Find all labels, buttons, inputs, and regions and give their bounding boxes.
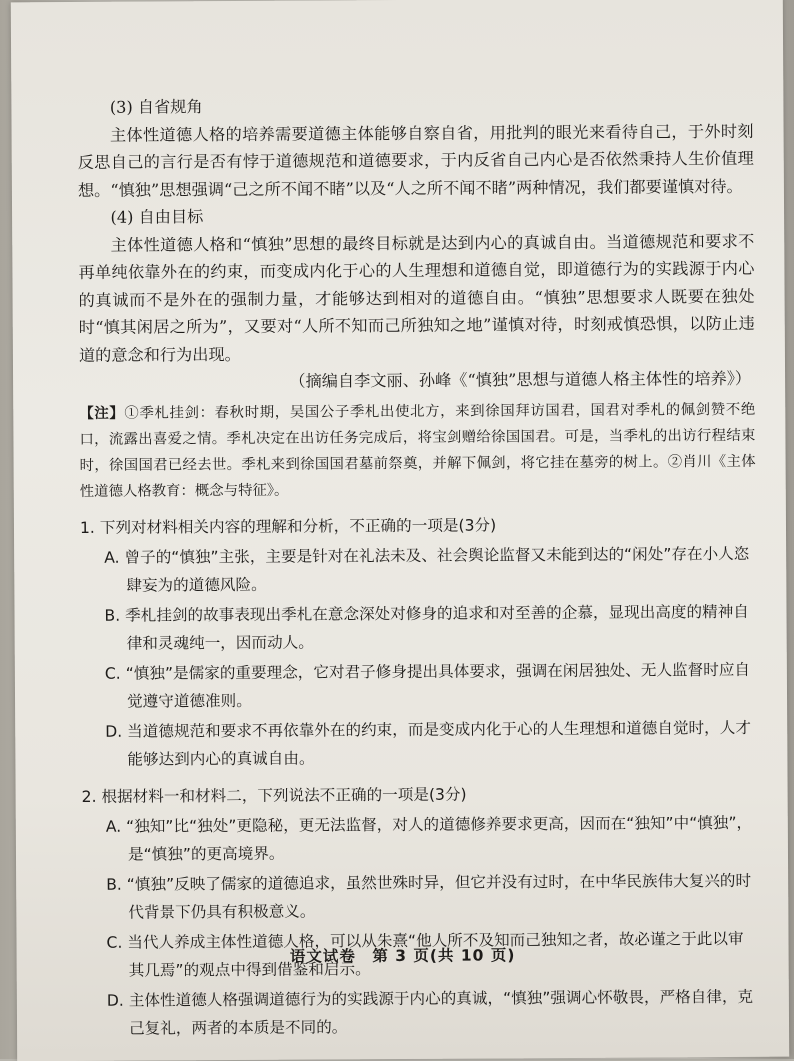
question-1 — [80, 510, 758, 773]
exam-page — [11, 0, 789, 1061]
question-2-option-d: D. 主体性道德人格强调道德行为的实践源于内心的真诚，“慎独”强调心怀敬畏，严格自律，克己复礼，两者的本质是不同的。 — [106, 987, 754, 1038]
question-2-stem: 2. 根据材料一和材料二，下列说法不正确的一项是(3分) — [81, 785, 467, 806]
section-4-heading: (4) 自由目标 — [110, 207, 204, 227]
question-2 — [82, 779, 760, 1042]
page-content — [77, 90, 759, 1043]
question-1-option-d: D. 当道德规范和要求不再依靠外在的约束，而是变成内化于心的人生理想和道德自觉时，人才能够达到内心的真诚自由。 — [105, 718, 751, 769]
section-4-body: 主体性道德人格和“慎独”思想的最终目标就是达到内心的真诚自由。当道德规范和要求不再单纯依靠外在的约束，而变成内化于心的人生理想和道德自觉，即道德行为的实践源于内心的真诚而不是外在的强制力量，才能够达到相对的道德自由。“慎独”思想要求人既要在独处时“慎其闲居之所为”，又要对“人所不知而己所独知之地”谨慎对待，时刻戒慎恐惧，以防止违道的意念和行为出现。 — [78, 231, 755, 365]
question-2-option-c: C. 当代人养成主体性道德人格，可以从朱熹“他人所不及知而己独知之者，故必谨之于此以审其几焉”的观点中得到借鉴和启示。 — [106, 929, 744, 980]
footnote-label: 【注】 — [79, 404, 125, 422]
footnote-text: ①季札挂剑：春秋时期，吴国公子季札出使北方，来到徐国拜访国君，国君对季札的佩剑赞不绝口，流露出喜爱之情。季札决定在出访任务完成后，将宝剑赠给徐国国君。可是，当季札的出访行程结束时，徐国国君已经去世。季札来到徐国国君墓前祭奠，并解下佩剑，将它挂在墓旁的树上。②肖川《主体性道德人格教育：概念与特征》。 — [79, 401, 756, 500]
section-3-heading: (3) 自省规角 — [109, 97, 203, 117]
section-3-body: 主体性道德人格的培养需要道德主体能够自察自省，用批判的眼光来看待自己，于外时刻反思自己的言行是否有悖于道德规范和道德要求，于内反省自己内心是否依然秉持人生价值理想。“慎独”思想强调“己之所不闻不睹”以及“人之所不闻不睹”两种情况，我们都要谨慎对待。 — [77, 121, 754, 200]
question-2-option-a: A. “独知”比“独处”更隐秘，更无法监督，对人的道德修养要求更高，因而在“独知”中“慎独”，是“慎独”的更高境界。 — [105, 813, 753, 864]
question-1-option-a: A. 曾子的“慎独”主张，主要是针对在礼法未及、社会舆论监督又未能到达的“闲处”存在小人恣肆妄为的道德风险。 — [104, 544, 750, 595]
question-1-option-c: C. “慎独”是儒家的重要理念，它对君子修身提出具体要求，强调在闲居独处、无人监督时应自觉遵守道德准则。 — [104, 660, 751, 711]
source-citation: （摘编自李文丽、孙峰《“慎独”思想与道德人格主体性的培养》） — [289, 368, 752, 391]
question-1-option-b: B. 季札挂剑的故事表现出季札在意念深处对修身的追求和对至善的企慕，显现出高度的精神自律和灵魂纯一，因而动人。 — [104, 602, 749, 653]
question-1-stem: 1. 下列对材料相关内容的理解和分析，不正确的一项是(3分) — [79, 515, 497, 537]
page-footer: 语文试卷 第 3 页(共 10 页) — [289, 946, 516, 966]
question-2-option-b: B. “慎独”反映了儒家的道德追求，虽然世殊时异，但它并没有过时，在中华民族伟大复兴的时代背景下仍具有积极意义。 — [106, 871, 752, 922]
footnote — [79, 396, 756, 504]
